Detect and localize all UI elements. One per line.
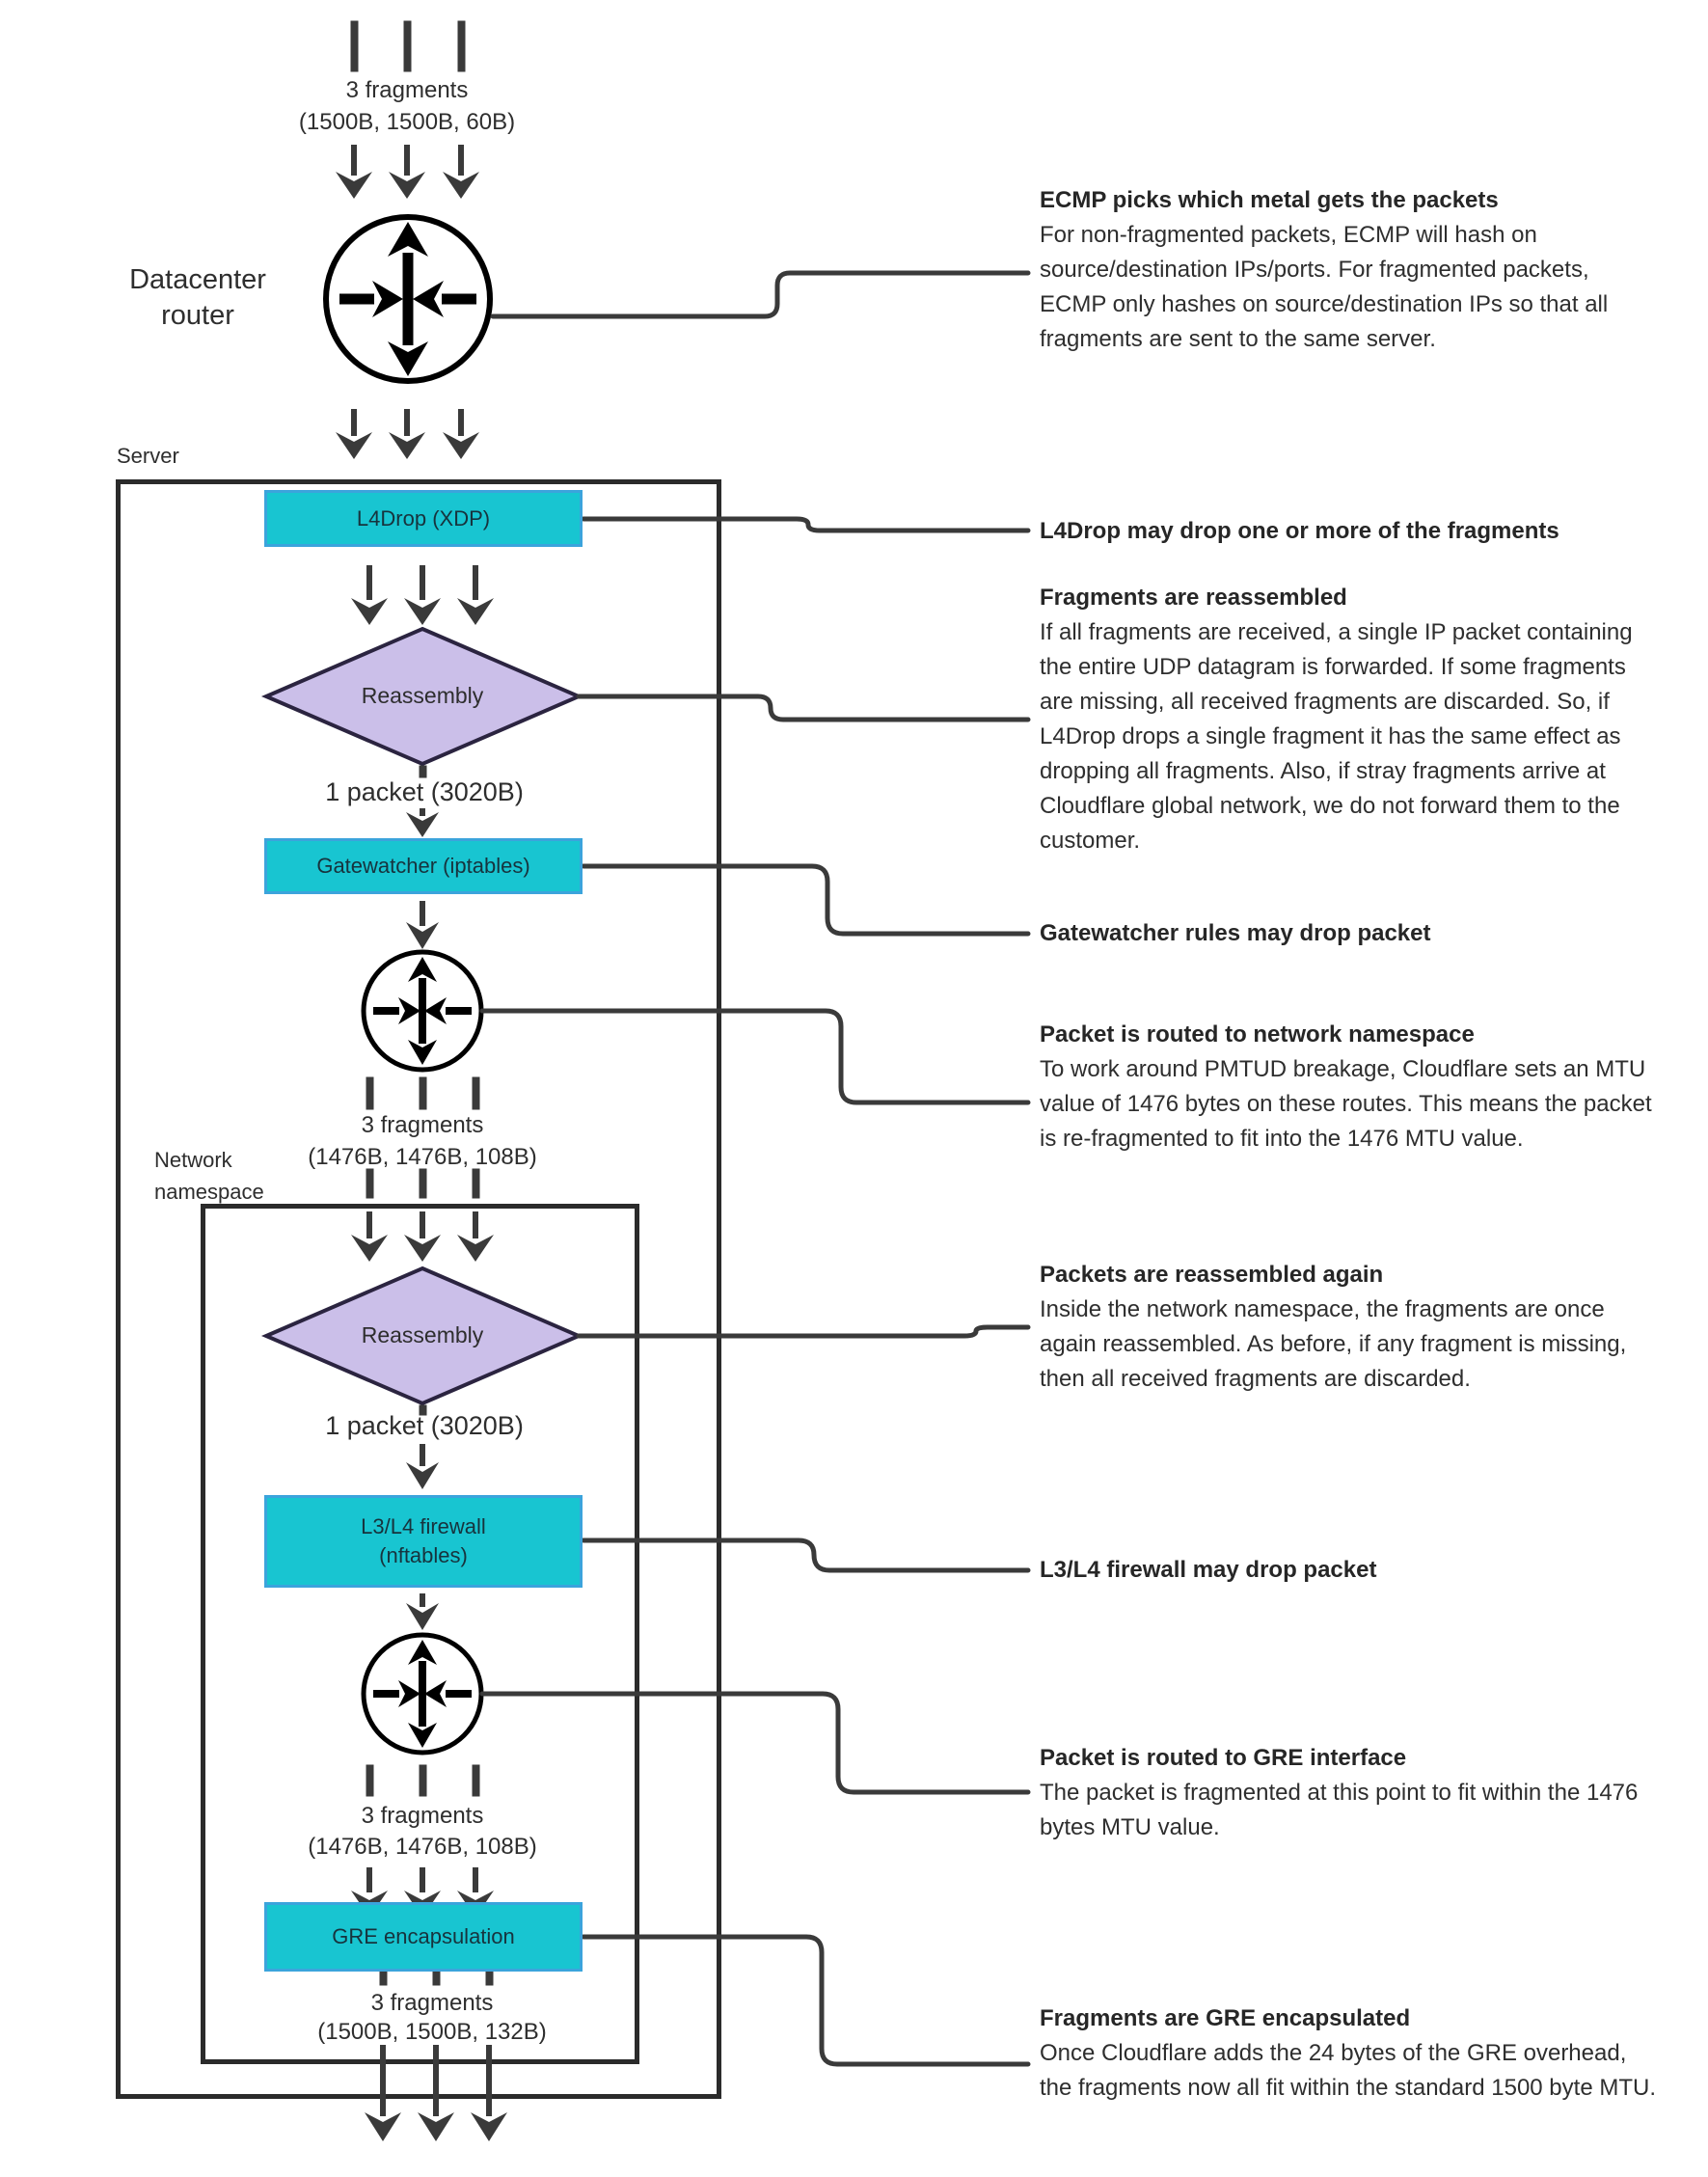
annotation-gre-encapsulated <box>1040 2001 1657 2106</box>
annotation-body: To work around PMTUD breakage, Cloudflare sets an MTU value of 1476 bytes on these routes. This means the packet is re-fragmented to fit into the 1476 MTU value. <box>1040 1056 1652 1152</box>
node-l3l4-line2: (nftables) <box>379 1543 468 1567</box>
network-namespace-label: Network namespace <box>154 1148 264 1204</box>
fragment-dashes-bottom <box>380 1972 493 1985</box>
annotation-heading: Fragments are reassembled <box>1040 585 1347 611</box>
annotation-body: The packet is fragmented at this point to fit within the 1476 bytes MTU value. <box>1040 1780 1639 1840</box>
arrows-into-namespace <box>351 1211 494 1262</box>
annotation-heading: Fragments are GRE encapsulated <box>1040 2005 1411 2031</box>
annotation-heading: Packet is routed to GRE interface <box>1040 1745 1407 1771</box>
arrow-gatewatcher-to-router <box>406 901 439 949</box>
fragments-low-sizes: (1476B, 1476B, 108B) <box>308 1834 537 1860</box>
fragments-top-sizes: (1500B, 1500B, 60B) <box>298 109 516 135</box>
node-gatewatcher-label: Gatewatcher (iptables) <box>316 854 530 878</box>
annotation-l4drop <box>1040 514 1657 549</box>
annotation-routed-namespace <box>1040 1018 1657 1157</box>
annotation-body: Once Cloudflare adds the 24 bytes of the GRE overhead, the fragments now all fit within the standard 1500 byte MTU. <box>1040 2040 1656 2101</box>
node-gatewatcher <box>264 838 583 894</box>
diamond1-stub <box>420 766 426 777</box>
packet-reassembled-1: 1 packet (3020B) <box>325 777 524 806</box>
fragment-dashes-top <box>351 21 465 71</box>
reassembly-1-label: Reassembly <box>361 683 484 708</box>
annotation-heading: Gatewatcher rules may drop packet <box>1040 920 1431 946</box>
annotation-heading: Packet is routed to network namespace <box>1040 1021 1475 1048</box>
annotation-reassembled-again <box>1040 1258 1657 1397</box>
annotation-reassembled <box>1040 581 1657 858</box>
arrow-packet-to-l3l4 <box>406 1444 439 1489</box>
fragments-bottom-count: 3 fragments <box>370 1990 494 2016</box>
router-icon <box>364 952 481 1070</box>
fragments-mid-count: 3 fragments <box>361 1112 484 1138</box>
server-label: Server <box>117 444 179 468</box>
packet-reassembled-2: 1 packet (3020B) <box>325 1411 524 1440</box>
node-l4drop-label: L4Drop (XDP) <box>356 505 491 531</box>
router-icon <box>364 1635 481 1753</box>
annotation-heading: Packets are reassembled again <box>1040 1262 1384 1288</box>
annotation-heading: ECMP picks which metal gets the packets <box>1040 187 1499 213</box>
annotation-heading: L3/L4 firewall may drop packet <box>1040 1557 1377 1583</box>
fragment-dashes-low <box>366 1765 479 1796</box>
fragments-bottom-sizes: (1500B, 1500B, 132B) <box>317 2019 547 2045</box>
node-gre-encapsulation <box>264 1902 583 1972</box>
fragments-mid-sizes: (1476B, 1476B, 108B) <box>308 1144 537 1170</box>
router-icon <box>326 217 490 381</box>
annotation-routed-gre <box>1040 1741 1657 1845</box>
annotation-body: If all fragments are received, a single IP packet containing the entire UDP datagram is forwarded. If some fragments are missing, all received fragments are discarded. So, if L4Drop drops a single fragment it has the same effect as dropping all fragments. Also, if stray fragments arrive at Cloudflare global network, we do not forward them to the customer. <box>1040 619 1633 854</box>
annotation-body: Inside the network namespace, the fragments are once again reassembled. As before, if any fragment is missing, then all received fragments are discarded. <box>1040 1296 1627 1392</box>
arrow-l3l4-to-router <box>406 1593 439 1630</box>
annotation-gatewatcher <box>1040 916 1657 951</box>
fragments-low-count: 3 fragments <box>361 1803 484 1829</box>
annotation-heading: L4Drop may drop one or more of the fragments <box>1040 518 1559 544</box>
annotation-body: For non-fragmented packets, ECMP will hash on source/destination IPs/ports. For fragmented packets, ECMP only hashes on source/destination IPs so that all fragments are sent to the same server. <box>1040 222 1609 352</box>
reassembly-2-label: Reassembly <box>361 1322 484 1347</box>
node-l3l4-line1: L3/L4 firewall <box>361 1514 486 1538</box>
exit-arrows <box>365 2045 507 2141</box>
node-l4drop <box>264 490 583 547</box>
arrows-into-router <box>336 145 479 199</box>
fragments-top-count: 3 fragments <box>345 77 469 103</box>
annotation-ecmp <box>1040 183 1657 357</box>
arrow-packet-to-gatewatcher <box>406 808 439 837</box>
annotation-l3l4 <box>1040 1553 1657 1588</box>
arrows-into-server <box>336 409 479 459</box>
datacenter-router-label: Datacenter router <box>129 264 266 331</box>
node-l3l4-firewall <box>264 1495 583 1588</box>
node-gre-label: GRE encapsulation <box>332 1924 515 1948</box>
arrows-l4drop-to-reassembly <box>351 565 494 625</box>
